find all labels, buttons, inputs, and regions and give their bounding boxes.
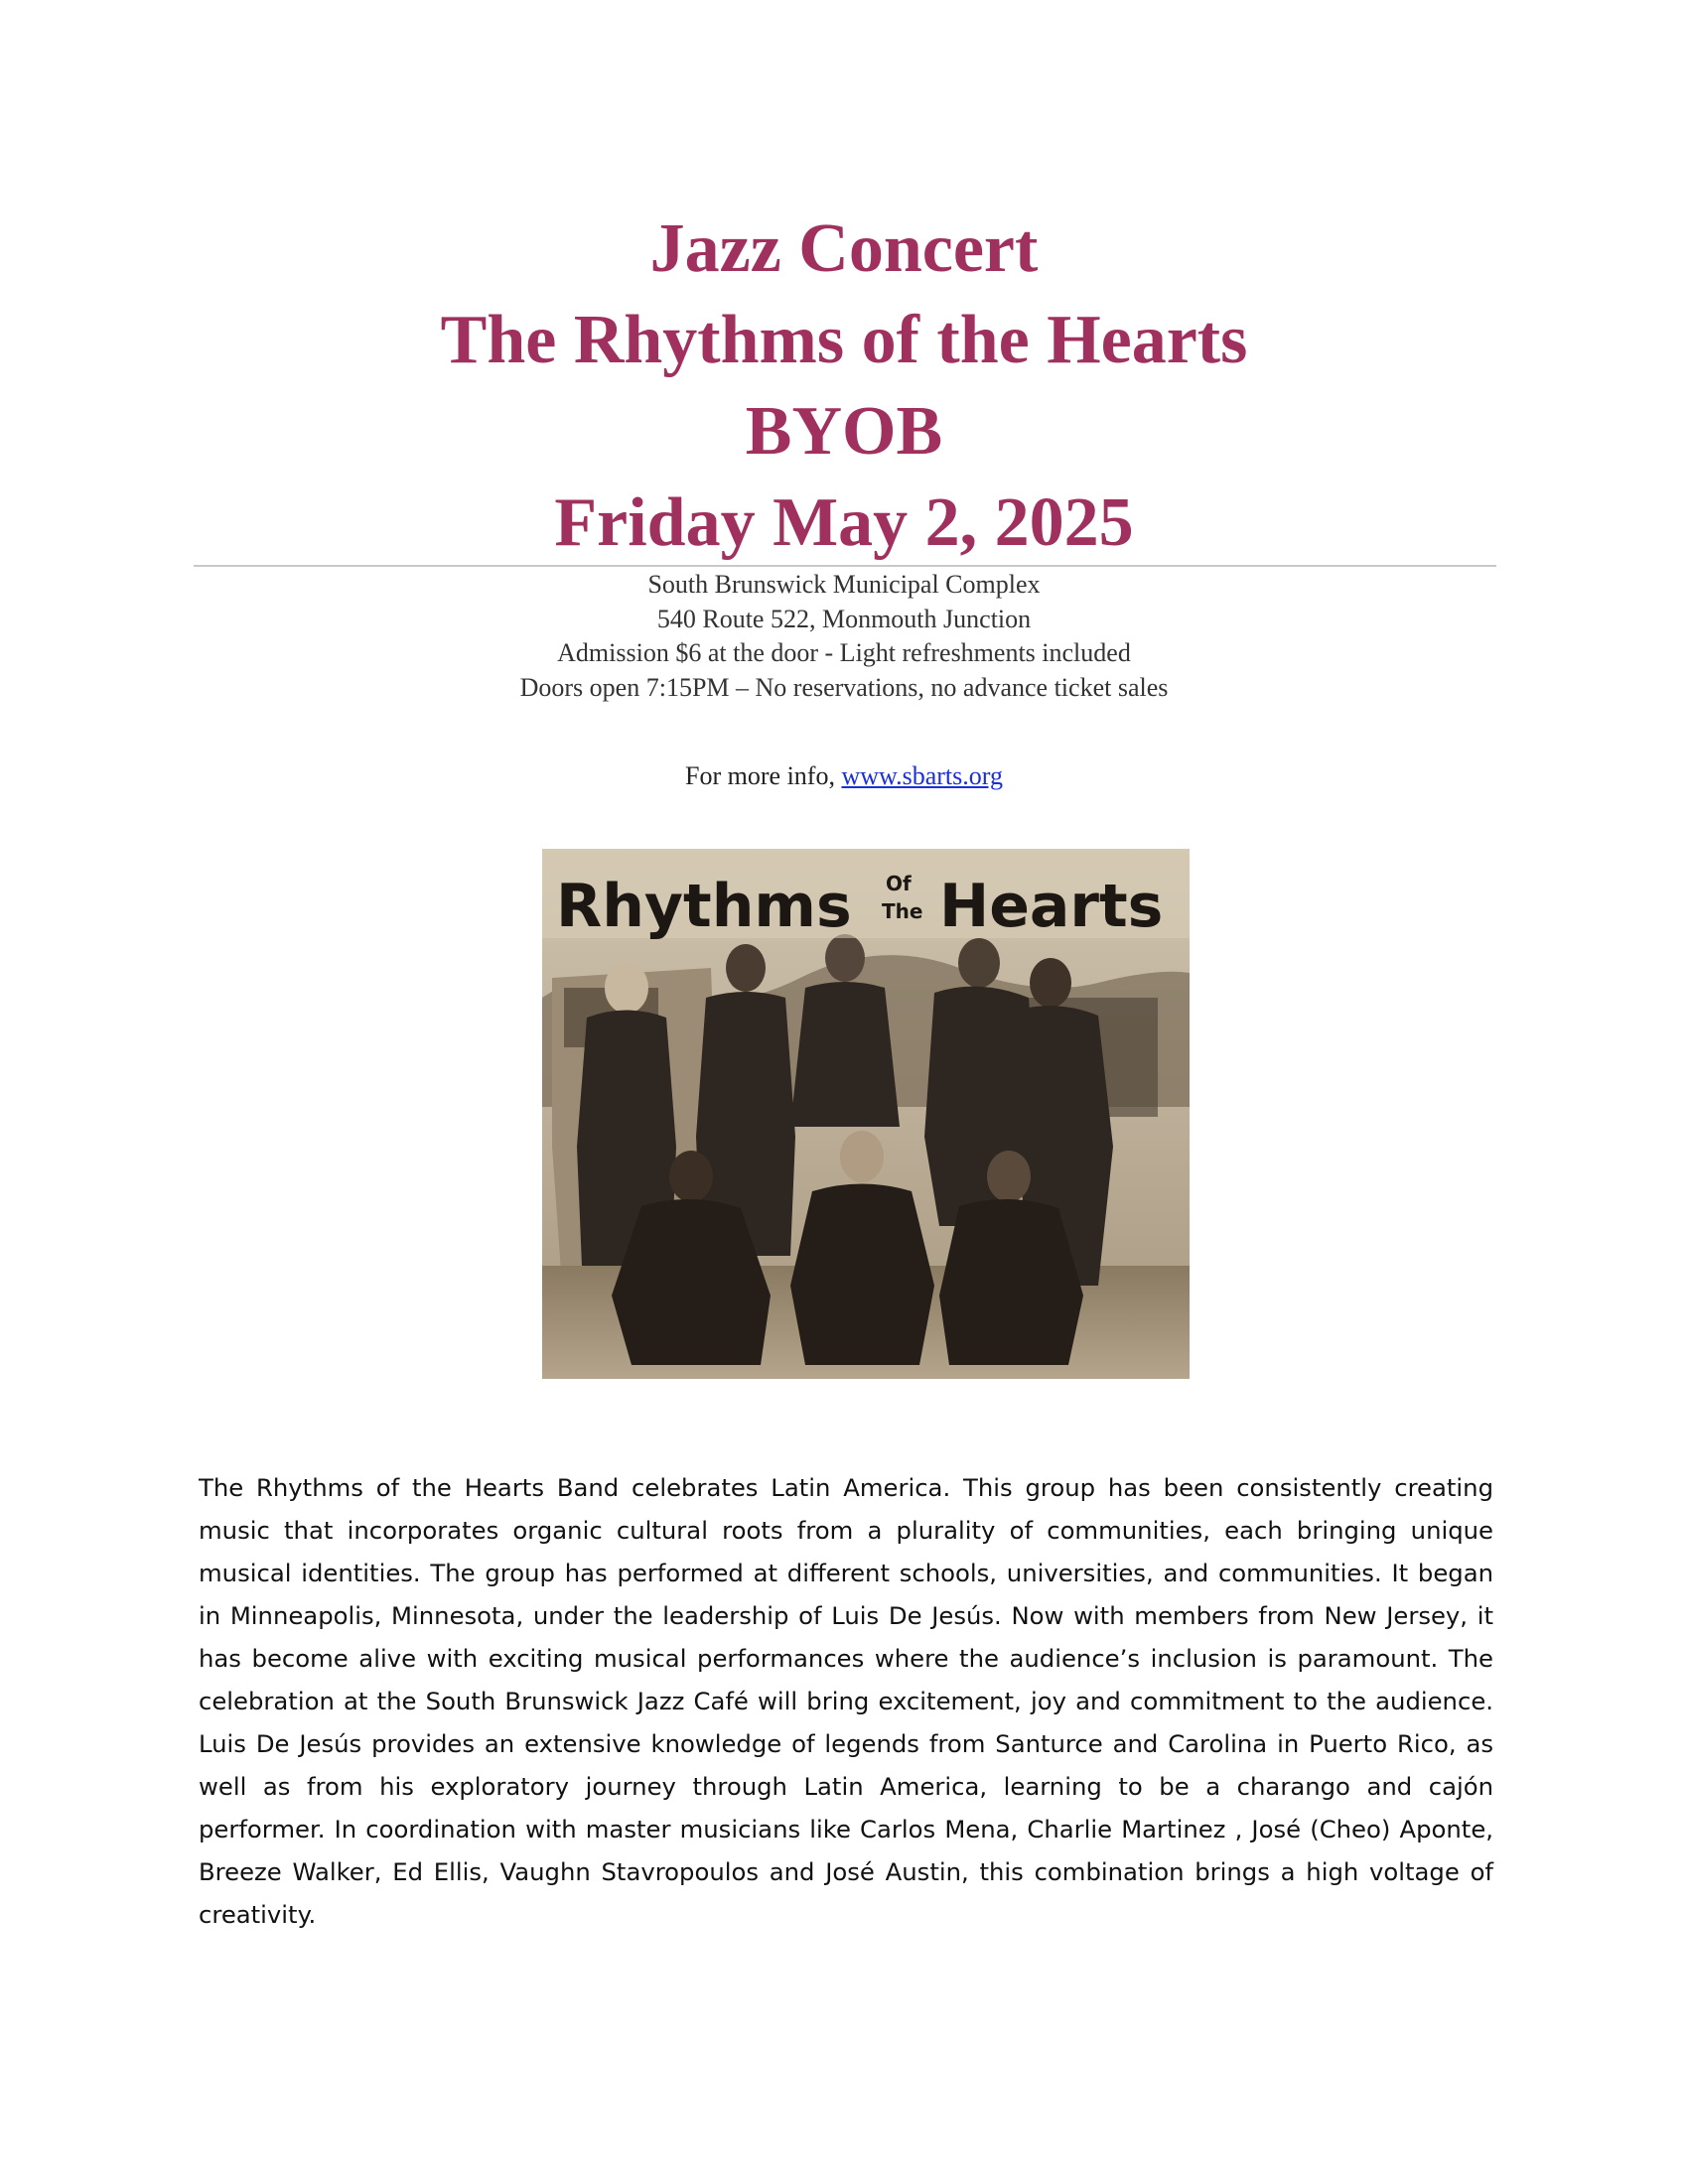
- byob-heading: BYOB: [745, 393, 943, 470]
- doors-info: Doors open 7:15PM – No reservations, no advance ticket sales: [519, 672, 1169, 702]
- logo-word-of: Of: [886, 872, 912, 895]
- venue-name: South Brunswick Municipal Complex: [647, 570, 1041, 599]
- more-info-line: [0, 759, 1688, 793]
- event-type-heading: Jazz Concert: [649, 210, 1039, 287]
- band-description: The Rhythms of the Hearts Band celebrates Latin America. This group has been consistently creating music that incorporates organic cultural roots from a plurality of communities, each bringing unique musical identities. The group has performed at different schools, universities, and communities. It began in Minneapolis, Minnesota, under the leadership of Luis De Jesús. Now with members from New Jersey, it has become alive with exciting musical performances where the audience’s inclusion is paramount. The celebration at the South Brunswick Jazz Café will bring excitement, joy and commitment to the audience. Luis De Jesús provides an extensive knowledge of legends from Santurce and Carolina in Puerto Rico, as well as from his exploratory journey through Latin America, learning to be a charango and cajón performer. In coordination with master musicians like Carlos Mena, Charlie Martinez , José (Cheo) Aponte, Breeze Walker, Ed Ellis, Vaughn Stavropoulos and José Austin, this combination brings a high voltage of creativity.: [199, 1473, 1493, 1929]
- logo-word-rhythms: Rhythms: [556, 872, 852, 941]
- website-link[interactable]: www.sbarts.org: [841, 761, 1003, 790]
- venue-address: 540 Route 522, Monmouth Junction: [656, 604, 1032, 633]
- more-info-label: For more info,: [685, 761, 842, 790]
- logo-word-hearts: Hearts: [939, 872, 1164, 941]
- band-photo-illustration: [542, 849, 1190, 1379]
- logo-word-the: The: [882, 899, 923, 923]
- title-divider: [194, 565, 1496, 567]
- venue-details: [0, 568, 1688, 705]
- event-date-heading: Friday May 2, 2025: [554, 484, 1134, 561]
- concert-title-block: [0, 204, 1688, 569]
- admission-info: Admission $6 at the door - Light refreshments included: [557, 638, 1131, 667]
- band-name-heading: The Rhythms of the Hearts: [440, 302, 1248, 378]
- band-photo: [542, 849, 1190, 1379]
